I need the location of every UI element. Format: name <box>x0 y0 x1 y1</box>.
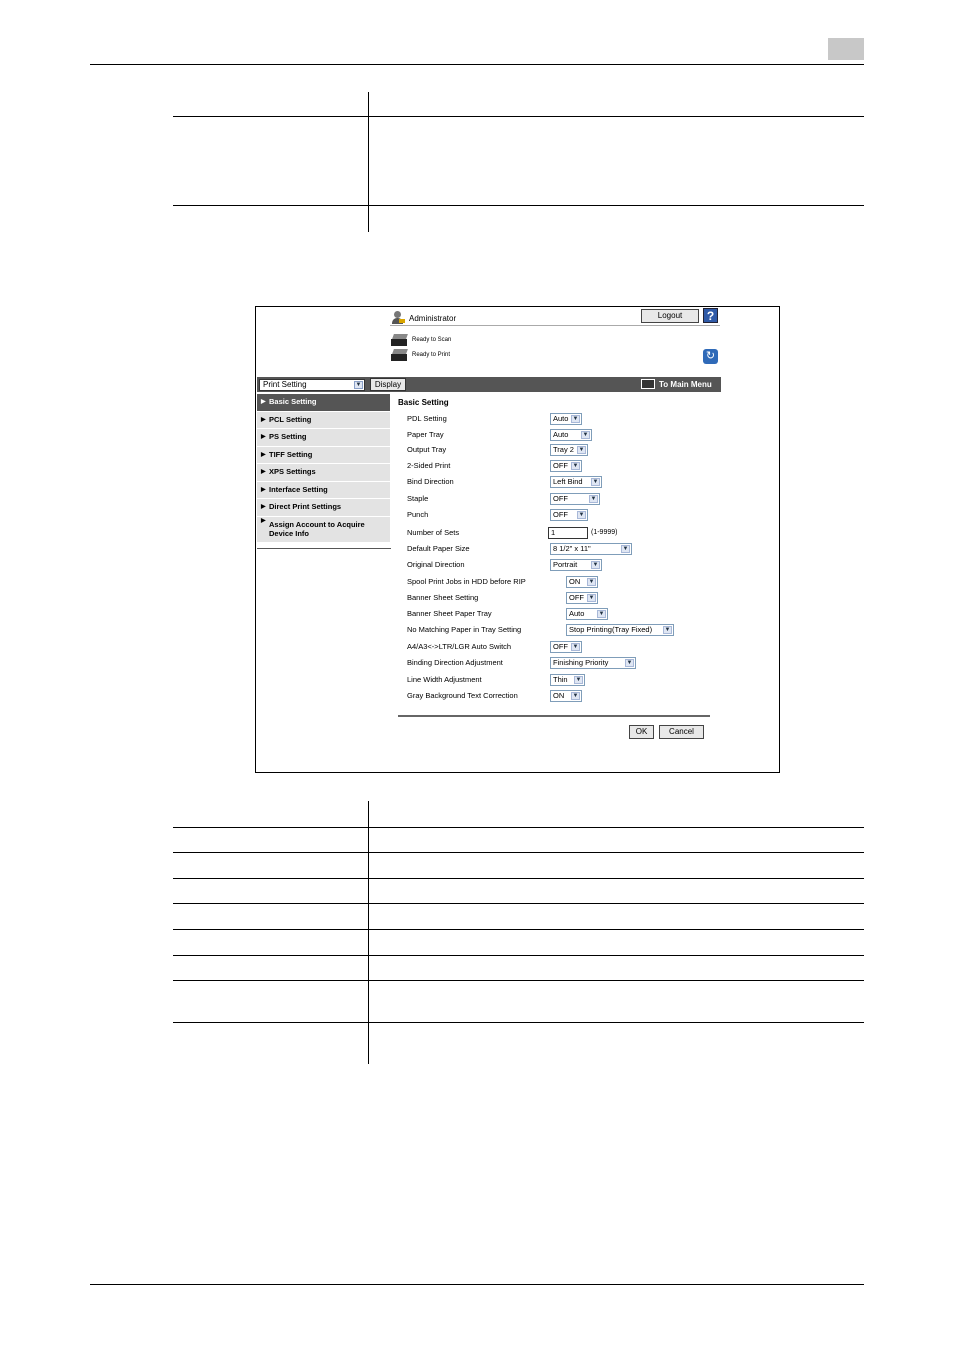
setting-label: Binding Direction Adjustment <box>407 658 503 667</box>
chevron-down-icon: ▼ <box>578 512 585 518</box>
chevron-down-icon: ▼ <box>626 660 633 666</box>
dropdown-value: OFF <box>553 494 568 503</box>
main-menu-link[interactable] <box>641 379 712 389</box>
setting-label: 2-Sided Print <box>407 461 451 470</box>
footer-rule <box>90 1284 864 1285</box>
chevron-down-icon: ▼ <box>590 496 597 502</box>
setting-dropdown[interactable] <box>550 460 582 472</box>
ok-button[interactable]: OK <box>629 725 654 739</box>
sidebar-item-label: Interface Setting <box>269 484 328 494</box>
header-rule <box>90 64 864 65</box>
setting-label: Bind Direction <box>407 477 454 486</box>
setting-label: A4/A3<->LTR/LGR Auto Switch <box>407 642 512 651</box>
dropdown-value: Thin <box>553 675 568 684</box>
administrator-icon <box>391 311 405 325</box>
sidebar-item-label: XPS Settings <box>269 467 316 476</box>
setting-dropdown[interactable] <box>566 592 598 604</box>
chevron-down-icon: ▼ <box>582 432 589 438</box>
sidebar-item-label: TIFF Setting <box>269 449 313 459</box>
sidebar-item-label: Basic Setting <box>269 397 317 406</box>
user-info <box>391 311 456 325</box>
dropdown-value: Auto <box>553 430 569 439</box>
sidebar-item-label: Assign Account to Acquire Device Info <box>269 519 365 538</box>
setting-dropdown[interactable] <box>550 476 602 488</box>
setting-dropdown[interactable] <box>566 608 608 620</box>
setting-dropdown[interactable] <box>550 543 632 555</box>
arrow-right-icon: ▶ <box>261 434 266 440</box>
sidebar-divider <box>257 548 391 549</box>
logout-button[interactable]: Logout <box>641 309 699 323</box>
dropdown-value: Finishing Priority <box>553 658 609 667</box>
menu-select[interactable] <box>259 379 365 391</box>
header-divider <box>390 325 720 326</box>
setting-label: Original Direction <box>407 560 465 569</box>
dropdown-value: 8 1/2" x 11" <box>553 544 591 553</box>
dropdown-value: OFF <box>553 510 568 519</box>
refresh-icon[interactable]: ↻ <box>703 349 718 364</box>
setting-label: Line Width Adjustment <box>407 675 482 684</box>
arrow-right-icon: ▶ <box>261 504 266 510</box>
sidebar-item[interactable] <box>257 517 390 543</box>
dropdown-value: Left Bind <box>553 477 583 486</box>
sidebar-item-label: PS Setting <box>269 432 307 441</box>
number-of-sets-input[interactable]: 1 <box>548 527 588 539</box>
setting-dropdown[interactable] <box>550 509 588 521</box>
setting-label: Paper Tray <box>407 430 444 439</box>
sidebar <box>257 394 390 543</box>
chevron-down-icon: ▼ <box>592 479 599 485</box>
dropdown-value: Auto <box>553 414 569 423</box>
setting-label: Banner Sheet Setting <box>407 593 479 602</box>
setting-label: Gray Background Text Correction <box>407 691 518 700</box>
dropdown-value: Tray 2 <box>553 445 574 454</box>
setting-dropdown[interactable] <box>566 624 674 636</box>
arrow-right-icon: ▶ <box>261 399 266 405</box>
dropdown-value: ON <box>569 577 581 586</box>
dropdown-value: ON <box>553 691 565 700</box>
setting-dropdown[interactable] <box>550 429 592 441</box>
sidebar-item[interactable] <box>257 499 390 517</box>
print-status-text: Ready to Print <box>412 352 451 358</box>
arrow-right-icon: ▶ <box>261 451 266 458</box>
dropdown-value: OFF <box>553 642 568 651</box>
chevron-down-icon: ▼ <box>575 677 582 683</box>
setting-label: Default Paper Size <box>407 544 470 553</box>
arrow-right-icon: ▶ <box>261 416 266 423</box>
chevron-down-icon: ▼ <box>622 546 629 552</box>
setting-dropdown[interactable] <box>550 444 588 456</box>
main-menu-icon <box>641 379 655 389</box>
form-divider <box>398 715 710 717</box>
chevron-down-icon: ▼ <box>572 644 579 650</box>
scan-status <box>391 334 451 346</box>
chevron-down-icon: ▼ <box>355 382 362 388</box>
scan-status-text: Ready to Scan <box>412 337 452 343</box>
sidebar-item-label: PCL Setting <box>269 414 312 424</box>
setting-dropdown[interactable] <box>566 576 598 588</box>
setting-dropdown[interactable] <box>550 493 600 505</box>
setting-label: Output Tray <box>407 445 447 454</box>
main-menu-label: To Main Menu <box>659 379 712 389</box>
setting-dropdown[interactable] <box>550 559 602 571</box>
setting-label: Spool Print Jobs in HDD before RIP <box>407 577 526 586</box>
sidebar-item[interactable] <box>257 464 390 482</box>
arrow-right-icon: ▶ <box>261 486 266 493</box>
sidebar-item[interactable] <box>257 394 390 412</box>
chevron-down-icon: ▼ <box>572 463 579 469</box>
content-title: Basic Setting <box>398 398 449 407</box>
setting-label: Staple <box>407 494 429 503</box>
chevron-down-icon: ▼ <box>572 693 579 699</box>
setting-dropdown[interactable] <box>550 641 582 653</box>
printer-icon <box>391 349 409 361</box>
help-icon[interactable]: ? <box>703 308 718 323</box>
setting-dropdown[interactable] <box>550 674 585 686</box>
scanner-icon <box>391 334 409 346</box>
menu-select-value: Print Setting <box>263 380 307 389</box>
setting-label: Number of Sets <box>407 528 460 537</box>
range-hint: (1-9999) <box>591 529 618 536</box>
page-number-box <box>828 38 864 60</box>
chevron-down-icon: ▼ <box>588 579 595 585</box>
chevron-down-icon: ▼ <box>588 595 595 601</box>
dropdown-value: OFF <box>553 461 568 470</box>
sidebar-item[interactable] <box>257 429 390 447</box>
user-name: Administrator <box>409 313 457 323</box>
print-status <box>391 349 450 361</box>
arrow-right-icon: ▶ <box>261 517 266 524</box>
sidebar-item-label: Direct Print Settings <box>269 502 342 511</box>
chevron-down-icon: ▼ <box>598 611 605 617</box>
dropdown-value: OFF <box>569 593 584 602</box>
sidebar-item[interactable] <box>257 482 390 500</box>
chevron-down-icon: ▼ <box>572 416 579 422</box>
arrow-right-icon: ▶ <box>261 469 266 475</box>
sidebar-item[interactable] <box>257 412 390 430</box>
screenshot-frame <box>255 306 780 773</box>
setting-dropdown[interactable] <box>550 657 636 669</box>
setting-label: No Matching Paper in Tray Setting <box>407 625 522 634</box>
cancel-button[interactable]: Cancel <box>659 725 704 739</box>
chevron-down-icon: ▼ <box>664 627 671 633</box>
dropdown-value: Stop Printing(Tray Fixed) <box>569 625 653 634</box>
setting-dropdown[interactable] <box>550 413 582 425</box>
setting-label: Banner Sheet Paper Tray <box>407 609 492 618</box>
chevron-down-icon: ▼ <box>592 562 599 568</box>
chevron-down-icon: ▼ <box>578 447 585 453</box>
dropdown-value: Portrait <box>553 560 578 569</box>
setting-label: PDL Setting <box>407 414 447 423</box>
dropdown-value: Auto <box>569 609 585 618</box>
setting-label: Punch <box>407 510 429 519</box>
display-button[interactable]: Display <box>370 378 406 391</box>
sidebar-item[interactable] <box>257 447 390 465</box>
setting-dropdown[interactable] <box>550 690 582 702</box>
